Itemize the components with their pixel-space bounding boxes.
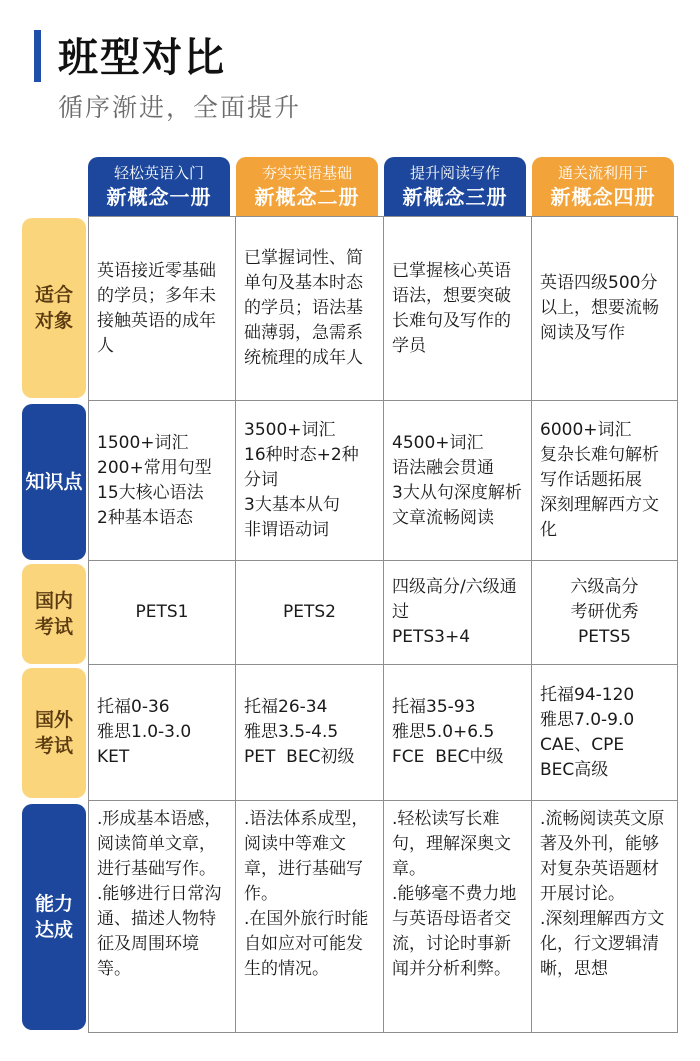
table-cell: 托福26-34 雅思3.5-4.5 PET BEC初级 <box>236 665 384 801</box>
column-tag: 提升阅读写作 <box>409 164 500 182</box>
row-label-ability: 能力 达成 <box>22 804 86 1030</box>
column-header-book4 <box>532 157 674 216</box>
row-label-foreign-exam: 国外 考试 <box>22 668 86 798</box>
table-cell: 六级高分 考研优秀 PETS5 <box>532 561 678 665</box>
row-label-knowledge: 知识点 <box>22 404 86 560</box>
title-accent-bar <box>34 30 41 82</box>
table-cell: PETS2 <box>236 561 384 665</box>
table-cell: 6000+词汇 复杂长难句解析 写作话题拓展 深刻理解西方文化 <box>532 401 678 561</box>
column-name: 新概念二册 <box>254 185 360 209</box>
table-cell: 已掌握核心英语语法，想要突破长难句及写作的学员 <box>384 217 532 401</box>
page-title: 班型对比 <box>58 35 226 81</box>
table-cell: .流畅阅读英文原著及外刊，能够对复杂英语题材开展讨论。 .深刻理解西方文化，行文逻辑清晰，思想 <box>532 801 678 1033</box>
row-label-target: 适合 对象 <box>22 218 86 398</box>
column-header-book3 <box>384 157 526 216</box>
column-tag: 通关流利用于 <box>557 164 648 182</box>
row-label-domestic-exam: 国内 考试 <box>22 564 86 664</box>
table-cell: .轻松读写长难句，理解深奥文章。 .能够毫不费力地与英语母语者交流，讨论时事新闻并分析利弊。 <box>384 801 532 1033</box>
column-name: 新概念一册 <box>106 185 212 209</box>
table-cell: PETS1 <box>88 561 236 665</box>
column-name: 新概念三册 <box>402 185 508 209</box>
table-cell: 托福0-36 雅思1.0-3.0 KET <box>88 665 236 801</box>
table-cell: 已掌握词性、简单句及基本时态的学员；语法基础薄弱，急需系统梳理的成年人 <box>236 217 384 401</box>
table-cell: 1500+词汇 200+常用句型 15大核心语法 2种基本语态 <box>88 401 236 561</box>
table-cell: 3500+词汇 16种时态+2种分词 3大基本从句 非谓语动词 <box>236 401 384 561</box>
column-tag: 夯实英语基础 <box>261 164 352 182</box>
table-cell: 四级高分/六级通过 PETS3+4 <box>384 561 532 665</box>
table-cell: .形成基本语感，阅读简单文章，进行基础写作。 .能够进行日常沟通、描述人物特征及周围环境等。 <box>88 801 236 1033</box>
column-name: 新概念四册 <box>550 185 656 209</box>
table-cell: 英语接近零基础的学员；多年未接触英语的成年人 <box>88 217 236 401</box>
page-subtitle: 循序渐进，全面提升 <box>58 93 302 122</box>
table-cell: 英语四级500分以上，想要流畅阅读及写作 <box>532 217 678 401</box>
column-header-book2 <box>236 157 378 216</box>
table-cell: 托福35-93 雅思5.0+6.5 FCE BEC中级 <box>384 665 532 801</box>
column-header-book1 <box>88 157 230 216</box>
column-tag: 轻松英语入门 <box>113 164 204 182</box>
table-cell: .语法体系成型，阅读中等难文章，进行基础写作。 .在国外旅行时能自如应对可能发生的情况。 <box>236 801 384 1033</box>
table-cell: 托福94-120 雅思7.0-9.0 CAE、CPE BEC高级 <box>532 665 678 801</box>
table-cell: 4500+词汇 语法融会贯通 3大从句深度解析 文章流畅阅读 <box>384 401 532 561</box>
